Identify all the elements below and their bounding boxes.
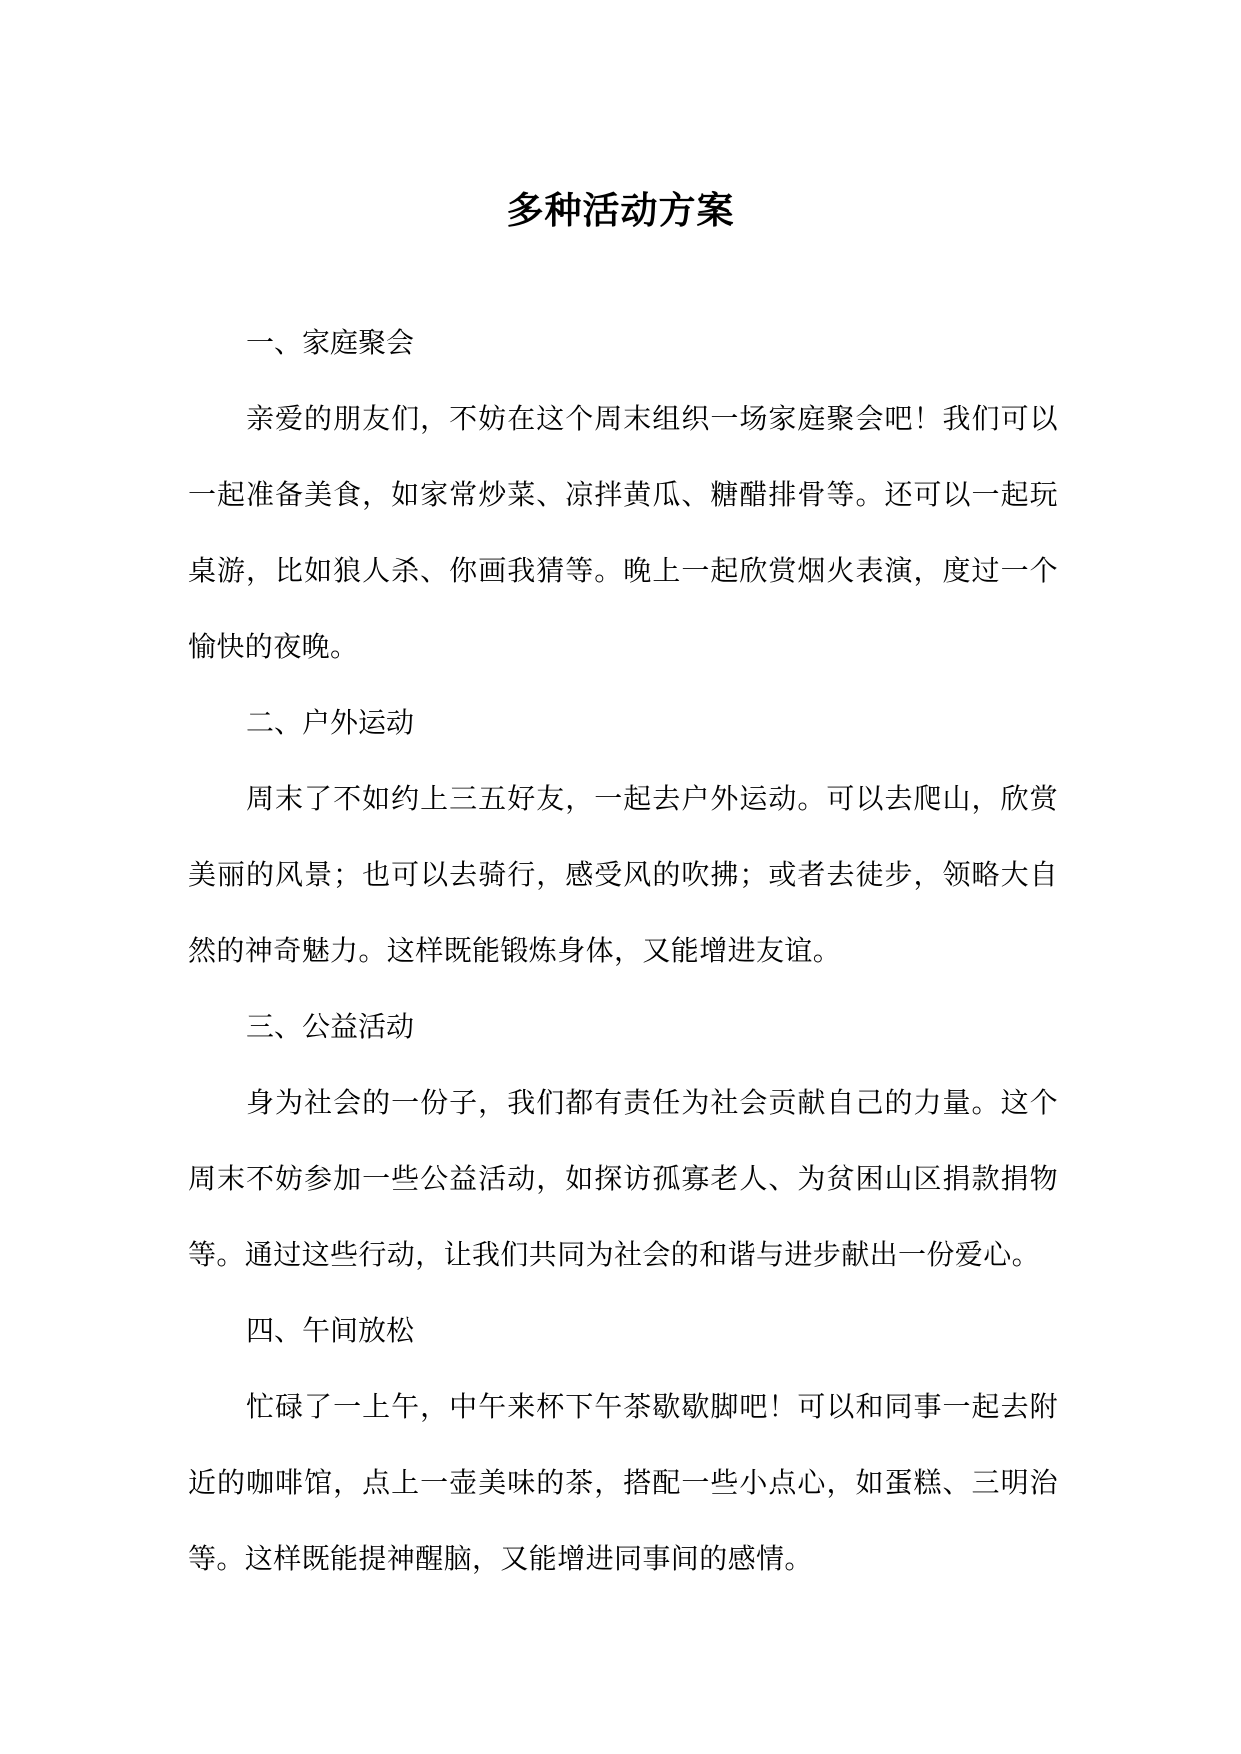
section-paragraph: 忙碌了一上午，中午来杯下午茶歇歇脚吧！可以和同事一起去附近的咖啡馆，点上一壶美味的茶，搭配一些小点心，如蛋糕、三明治等。这样既能提神醒脑，又能增进同事间的感情。 bbox=[188, 1390, 1058, 1575]
section-heading: 三、公益活动 bbox=[246, 1010, 415, 1043]
section-paragraph: 身为社会的一份子，我们都有责任为社会贡献自己的力量。这个周末不妨参加一些公益活动，如探访孤寡老人、为贫困山区捐款捐物等。通过这些行动，让我们共同为社会的和谐与进步献出一份爱心。 bbox=[188, 1086, 1058, 1271]
section-heading: 二、户外运动 bbox=[246, 706, 415, 739]
section-outdoor-sports bbox=[188, 685, 1058, 989]
section-charity-activity bbox=[188, 989, 1058, 1293]
section-heading: 一、家庭聚会 bbox=[246, 326, 415, 359]
section-noon-relax bbox=[188, 1293, 1058, 1597]
section-family-gathering bbox=[188, 305, 1058, 685]
document-body bbox=[188, 305, 1058, 1597]
section-heading: 四、午间放松 bbox=[246, 1314, 415, 1347]
section-paragraph: 亲爱的朋友们，不妨在这个周末组织一场家庭聚会吧！我们可以一起准备美食，如家常炒菜、凉拌黄瓜、糖醋排骨等。还可以一起玩桌游，比如狼人杀、你画我猜等。晚上一起欣赏烟火表演，度过一个愉快的夜晚。 bbox=[188, 402, 1058, 663]
section-paragraph: 周末了不如约上三五好友，一起去户外运动。可以去爬山，欣赏美丽的风景；也可以去骑行，感受风的吹拂；或者去徒步，领略大自然的神奇魅力。这样既能锻炼身体，又能增进友谊。 bbox=[188, 782, 1058, 967]
document-title: 多种活动方案 bbox=[506, 188, 735, 232]
